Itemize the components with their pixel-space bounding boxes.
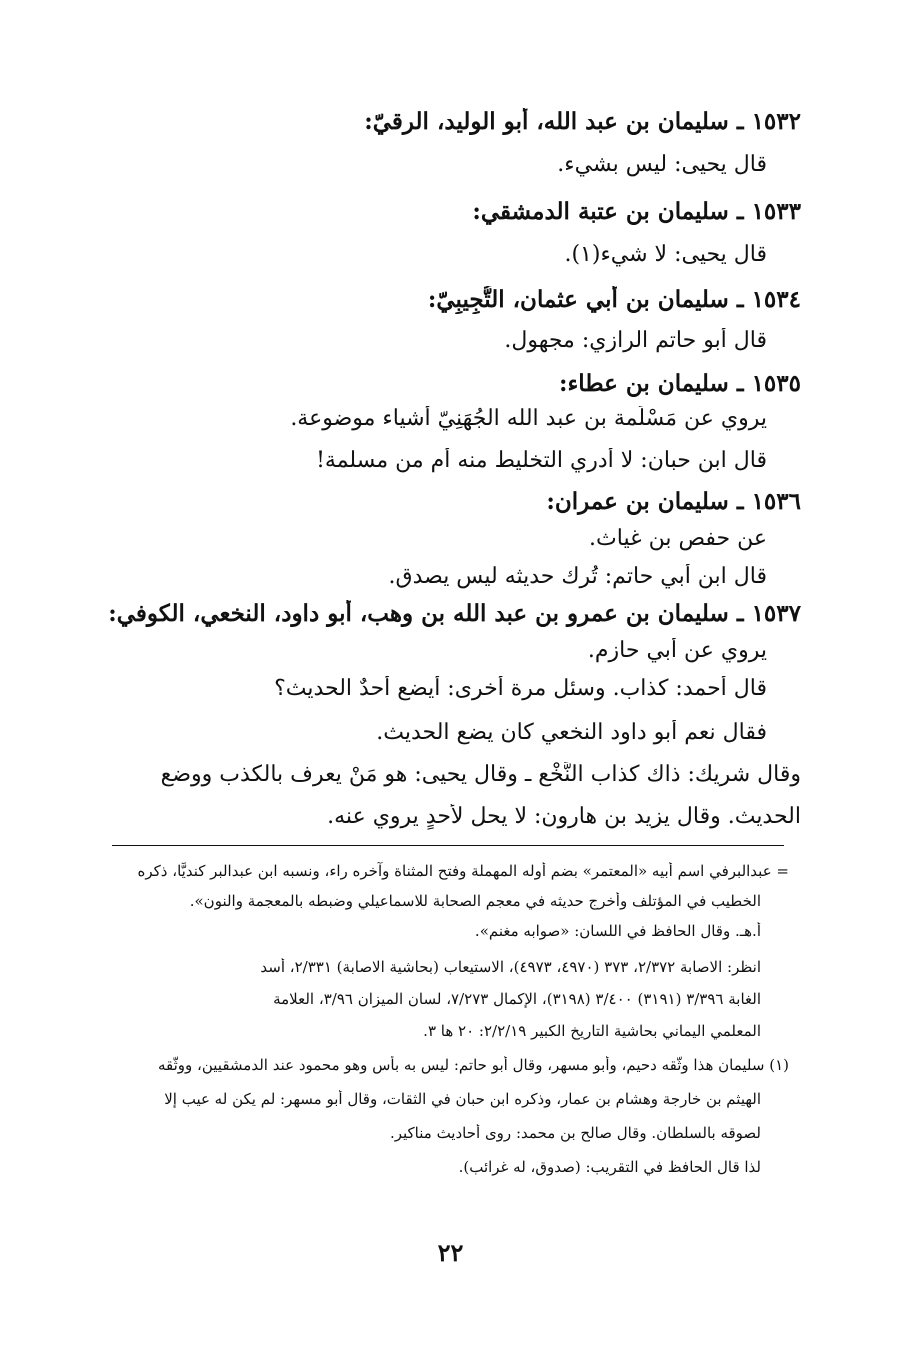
entry-line: يروي عن مَسْلَمة بن عبد الله الجُهَنِيّ أشياء موضوعة.	[290, 406, 767, 431]
entry-line: قال يحيى: ليس بشيء.	[557, 152, 767, 177]
entry-heading: ١٥٣٢ ـ سليمان بن عبد الله، أبو الوليد، الرقيّ:	[364, 108, 801, 135]
footnote-line: لصوقه بالسلطان. وقال صالح بن محمد: روى أحاديث مناكير.	[389, 1124, 761, 1142]
footnote-line: الهيثم بن خارجة وهشام بن عمار، وذكره ابن حبان في الثقات، وقال أبو مسهر: لم يكن له عيب إلا	[164, 1090, 761, 1108]
entry-heading: ١٥٣٥ ـ سليمان بن عطاء:	[558, 370, 801, 397]
entry-line: الحديث. وقال يزيد بن هارون: لا يحل لأحدٍ يروي عنه.	[327, 804, 801, 829]
entry-line: قال أبو حاتم الرازي: مجهول.	[504, 328, 767, 353]
footnote-line: أ.هـ. وقال الحافظ في اللسان: «صوابه مغنم».	[474, 922, 761, 940]
entry-line: قال يحيى: لا شيء(١).	[564, 242, 767, 267]
footnote-line: = عبدالبرفي اسم أبيه «المعتمر» بضم أوله المهملة وفتح المثناة وآخره راء، ونسبه ابن عبدالبر كنديًّا، ذكره	[137, 862, 789, 880]
entry-heading: ١٥٣٧ ـ سليمان بن عمرو بن عبد الله بن وهب، أبو داود، النخعي، الكوفي:	[108, 600, 801, 627]
footnote-line: انظر: الاصابة ٢/٣٧٢، ٣٧٣ (٤٩٧٠، ٤٩٧٣)، الاستيعاب (بحاشية الاصابة) ٢/٣٣١، أسد	[260, 958, 761, 976]
entry-line: قال ابن أبي حاتم: تُرك حديثه ليس يصدق.	[388, 564, 767, 589]
footnote-line: المعلمي اليماني بحاشية التاريخ الكبير ٢/٢/١٩: ٢٠ ها ٣.	[423, 1022, 761, 1040]
entry-heading: ١٥٣٤ ـ سليمان بن أبي عثمان، التُّجِيبِيّ:	[427, 286, 801, 313]
footnote-line: الخطيب في المؤتلف وأخرج حديثه في معجم الصحابة للاسماعيلي وضبطه بالمعجمة والنون».	[189, 892, 761, 910]
entry-line: يروي عن أبي حازم.	[587, 638, 767, 663]
footnote-line: (١) سليمان هذا وثّقه دحيم، وأبو مسهر، وقال أبو حاتم: ليس به بأس وهو محمود عند الدمشقيين، ووثّقه	[157, 1056, 789, 1074]
entry-heading: ١٥٣٣ ـ سليمان بن عتبة الدمشقي:	[472, 198, 801, 225]
entry-line: وقال شريك: ذاك كذاب النَّخْع ـ وقال يحيى: هو مَنْ يعرف بالكذب ووضع	[160, 762, 801, 787]
entry-heading: ١٥٣٦ ـ سليمان بن عمران:	[546, 488, 801, 515]
entry-line: قال أحمد: كذاب. وسئل مرة أخرى: أيضع أحدٌ الحديث؟	[274, 676, 767, 701]
entry-line: فقال نعم أبو داود النخعي كان يضع الحديث.	[376, 720, 767, 745]
entry-line: قال ابن حبان: لا أدري التخليط منه أم من مسلمة!	[316, 448, 767, 473]
entry-line: عن حفص بن غياث.	[589, 526, 767, 551]
footnote-line: الغابة ٣/٣٩٦ (٣١٩١) ٣/٤٠٠ (٣١٩٨)، الإكمال ٧/٢٧٣، لسان الميزان ٣/٩٦، العلامة	[273, 990, 761, 1008]
footnote-separator	[112, 845, 784, 846]
page-number: ٢٢	[437, 1238, 464, 1267]
footnote-line: لذا قال الحافظ في التقريب: (صدوق، له غرائب).	[458, 1158, 761, 1176]
